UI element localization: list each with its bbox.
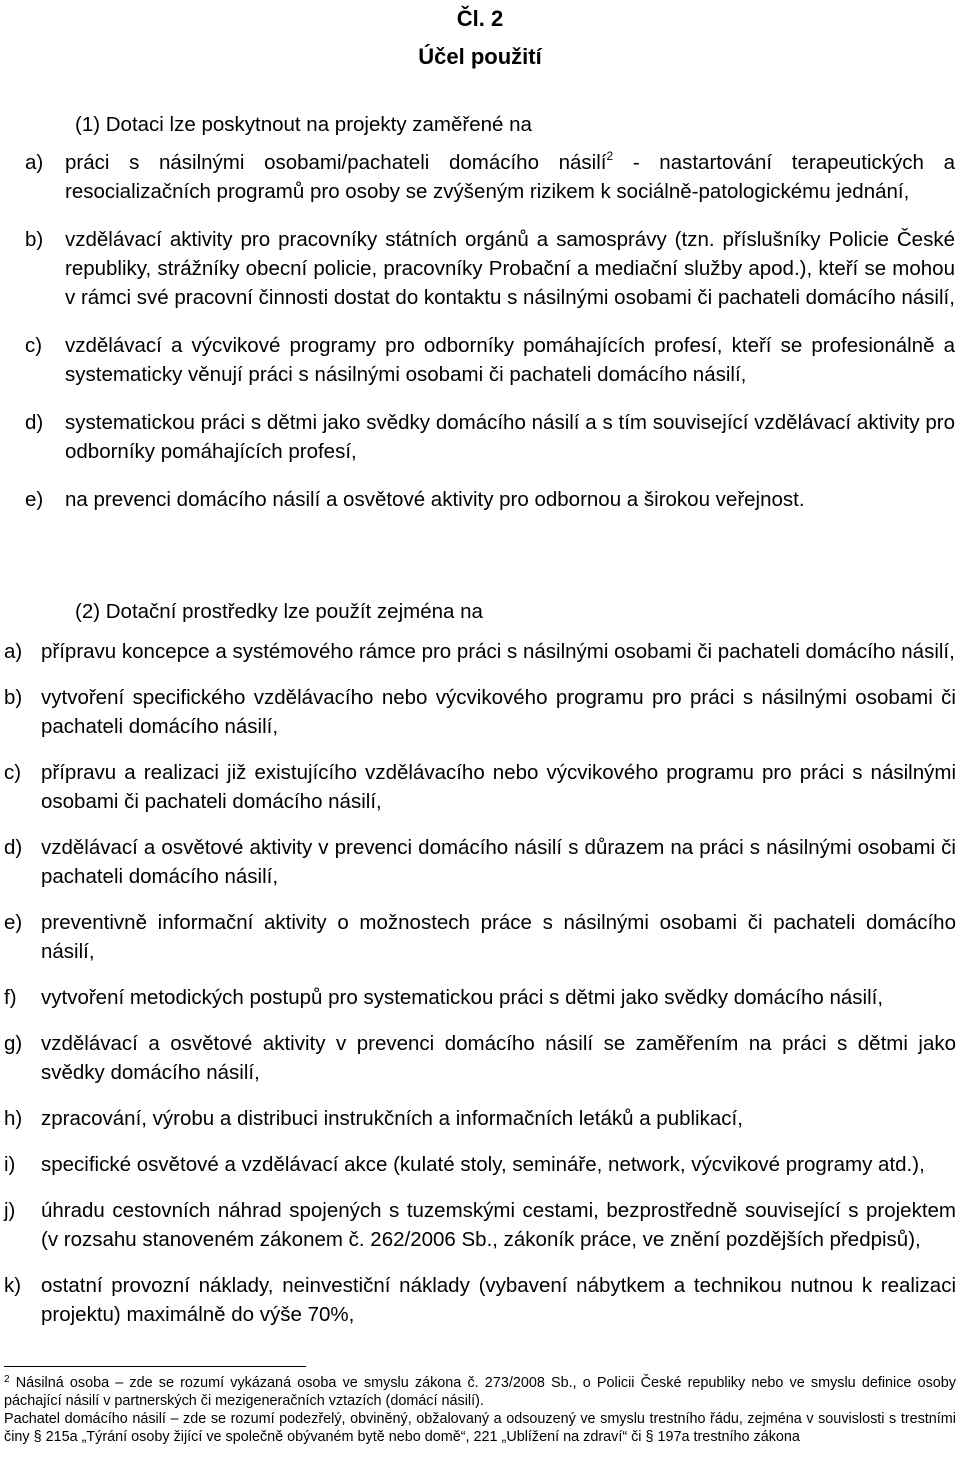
list-item-label: a): [25, 151, 44, 174]
article-number: Čl. 2: [456, 6, 504, 31]
list-item-label: d): [25, 411, 44, 434]
list-item-text: systematickou práci s dětmi jako svědky domácího násilí a s tím související vzdělávací aktivity pro odborníky pomáhajících profesí,: [65, 411, 955, 463]
footnote-text: Násilná osoba – zde se rozumí vykázaná osoba ve smyslu zákona č. 273/2008 Sb., o Policii České republiky nebo ve smyslu definice osoby páchající násilí v partnerských či mezigeneračních vztazích (domácí násilí).: [4, 1375, 956, 1409]
list-item-label: g): [4, 1032, 23, 1055]
footnote-text: Pachatel domácího násilí – zde se rozumí podezřelý, obviněný, obžalovaný a odsouzený ve smyslu trestního řádu, zejména v souvislosti s trestními činy § 215a „Týrání osoby žijící ve společně obývaném bytě nebo domě“, 221 „Ublížení na zdraví“ či § 197a trestního zákona: [4, 1411, 956, 1445]
list-item-text: přípravu koncepce a systémového rámce pro práci s násilnými osobami či pachateli domácího násilí,: [41, 640, 955, 663]
footnote-number: 2: [4, 1374, 10, 1385]
list-item: [0, 1196, 960, 1254]
list-item-label: e): [4, 911, 23, 934]
list-item-text: specifické osvětové a vzdělávací akce (kulaté stoly, semináře, network, výcvikové programy atd.),: [41, 1153, 925, 1176]
list-item-label: h): [4, 1107, 23, 1130]
list-item: [0, 225, 960, 312]
list-item-label: f): [4, 986, 17, 1009]
list-item-text: úhradu cestovních náhrad spojených s tuzemskými cestami, bezprostředně související s projektem (v rozsahu stanoveném zákonem č. 262/2006 Sb., zákoník práce, ve znění pozdějších předpisů),: [41, 1199, 956, 1251]
section-1-list: [0, 148, 960, 533]
list-item-label: c): [25, 334, 43, 357]
list-item-text: práci s násilnými osobami/pachateli domácího násilí$^2$ - nastartování terapeutických a resocializačních programů pro osoby se zvýšeným rizikem k sociálně-patologickému jednání,: [65, 149, 956, 203]
list-item-text: zpracování, výrobu a distribuci instrukčních a informačních letáků a publikací,: [41, 1107, 743, 1130]
list-item-label: c): [4, 761, 22, 784]
list-item-label: j): [4, 1199, 16, 1222]
footnote-paragraph: [4, 1374, 956, 1410]
list-item: [0, 1104, 960, 1133]
list-item-text: ostatní provozní náklady, neinvestiční náklady (vybavení nábytkem a technikou nutnou k realizaci projektu) maximálně do výše 70%,: [41, 1274, 956, 1326]
list-item: [0, 908, 960, 966]
list-item: [0, 408, 960, 466]
footnote-reference[interactable]: 2: [606, 149, 614, 163]
list-item-text: vytvoření metodických postupů pro systematickou práci s dětmi jako svědky domácího násilí,: [41, 986, 884, 1009]
list-item: [0, 331, 960, 389]
article-title: Účel použití: [418, 44, 542, 69]
list-item-label: k): [4, 1274, 22, 1297]
list-item-text: přípravu a realizaci již existujícího vzdělávacího nebo výcvikového programu pro práci s násilnými osobami či pachateli domácího násilí,: [41, 761, 956, 813]
list-item: [0, 1150, 960, 1179]
list-item-text: vzdělávací aktivity pro pracovníky státních orgánů a samosprávy (tzn. příslušníky Policie České republiky, strážníky obecní policie, pracovníky Probační a mediační služby apod.), kteří se mohou v rámci své pracovní činnosti dostat do kontaktu s násilnými osobami či pachateli domácího násilí,: [65, 228, 955, 309]
list-item: [0, 637, 960, 666]
list-item-text: vytvoření specifického vzdělávacího nebo výcvikového programu pro práci s násilnými osobami či pachateli domácího násilí,: [41, 686, 956, 738]
footnote-separator: [4, 1366, 306, 1367]
section-1-intro: (1) Dotaci lze poskytnout na projekty zaměřené na: [75, 113, 532, 136]
list-item-text: preventivně informační aktivity o možnostech práce s násilnými osobami či pachateli domácího násilí,: [41, 911, 956, 963]
list-item-text: vzdělávací a osvětové aktivity v prevenci domácího násilí se zaměřením na práci s dětmi jako svědky domácího násilí,: [41, 1032, 956, 1084]
list-item-label: b): [25, 228, 44, 251]
list-item: [0, 148, 960, 206]
list-item: [0, 833, 960, 891]
list-item-label: a): [4, 640, 23, 663]
list-item: [0, 1029, 960, 1087]
list-item-label: e): [25, 488, 44, 511]
section-2-list: [0, 637, 960, 1346]
list-item: [0, 1271, 960, 1329]
list-item: [0, 758, 960, 816]
section-2-intro: (2) Dotační prostředky lze použít zejména na: [75, 600, 483, 623]
list-item: [0, 683, 960, 741]
list-item-text: vzdělávací a výcvikové programy pro odborníky pomáhajících profesí, kteří se profesionálně a systematicky věnují práci s násilnými osobami či pachateli domácího násilí,: [65, 334, 955, 386]
list-item-label: b): [4, 686, 23, 709]
list-item-text: vzdělávací a osvětové aktivity v prevenci domácího násilí s důrazem na práci s násilnými osobami či pachateli domácího násilí,: [41, 836, 956, 888]
list-item-text: na prevenci domácího násilí a osvětové aktivity pro odbornou a širokou veřejnost.: [65, 488, 805, 511]
list-item: [0, 485, 960, 514]
footnote: [4, 1374, 956, 1446]
list-item-label: i): [4, 1153, 16, 1176]
list-item-label: d): [4, 836, 23, 859]
list-item: [0, 983, 960, 1012]
